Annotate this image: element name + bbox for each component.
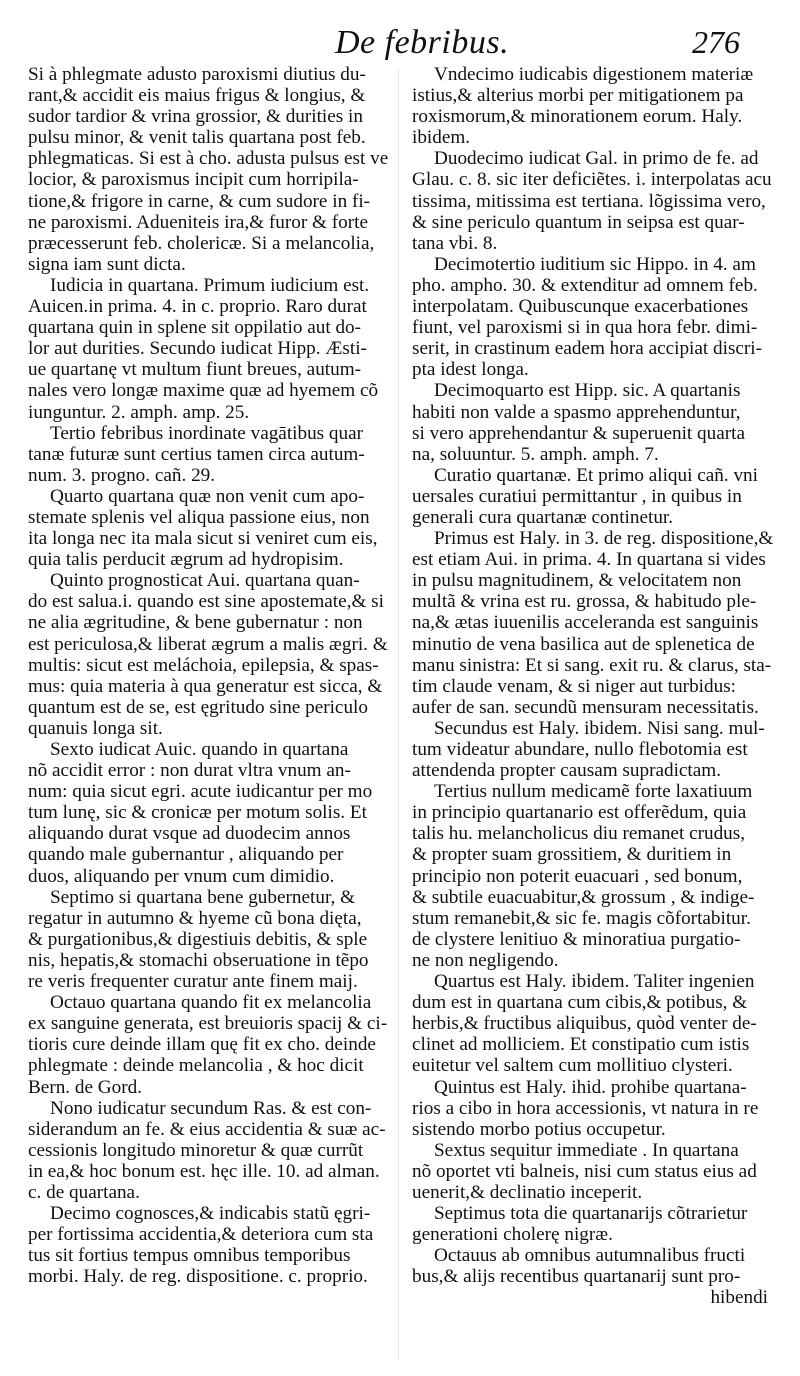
text-line: multã & vrina est ru. grossa, & habitudo ple-: [412, 591, 757, 613]
text-line: nis, hepatis,& stomachi obseruatione in tẽpo: [28, 949, 369, 971]
text-line: ne alia ægritudine, & bene gubernatur : non: [28, 612, 363, 634]
text-line: Quinto prognosticat Aui. quartana quan-: [50, 570, 360, 592]
text-line: clinet ad molliciem. Et constipatio cum istis: [412, 1034, 750, 1056]
text-line: num. 3. progno. cañ. 29.: [28, 464, 216, 486]
text-line: Iudicia in quartana. Primum iudicium est.: [50, 274, 370, 296]
text-line: Sextus sequitur immediate . In quartana: [434, 1139, 739, 1161]
text-line: nõ oportet vti balneis, nisi cum status eius ad: [412, 1160, 757, 1182]
text-line: Vndecimo iudicabis digestionem materiæ: [434, 64, 754, 85]
text-line: tanæ futuræ sunt certius tamen circa autum-: [28, 443, 365, 465]
text-line: sistendo morbo potius occupetur.: [412, 1118, 666, 1140]
text-line: siderandum an fe. & eius accidentia & suæ ac-: [28, 1118, 386, 1140]
text-line: de clystere lenitiuo & minoratiua purgatio-: [412, 928, 741, 950]
text-line: Sexto iudicat Auic. quando in quartana: [50, 739, 349, 760]
text-line: & propter suam grossitiem, & duritiem in: [412, 844, 732, 866]
text-line: bus,& alijs recentibus quartanarij sunt pro-: [412, 1266, 741, 1288]
text-line: Secundus est Haly. ibidem. Nisi sang. mul-: [434, 717, 765, 739]
text-line: Decimotertio iuditium sic Hippo. in 4. am: [434, 253, 756, 275]
text-line: tum lunę, sic & cronicæ per motum solis. Et: [28, 802, 367, 824]
text-line: regatur in autumno & hyeme cũ bona dięta,: [28, 907, 362, 929]
text-line: & sine periculo quantum in seipsa est quar-: [412, 211, 745, 233]
text-line: Curatio quartanæ. Et primo aliqui cañ. vni: [434, 464, 758, 486]
text-line: mus: quia materia à qua generatur est sicca, &: [28, 675, 383, 697]
text-line: pta idest longa.: [412, 359, 529, 381]
paragraph: [28, 275, 392, 423]
text-line: aliquando durat vsque ad duodecim annos: [28, 823, 351, 845]
text-line: serit, in crastinum eadem hora accipiat discri-: [412, 338, 763, 360]
text-line: Tertio febribus inordinate vagātibus quar: [50, 422, 364, 444]
text-line: herbis,& fructibus aliquibus, quòd venter de-: [412, 1013, 757, 1035]
text-line: tana vbi. 8.: [412, 232, 498, 254]
paragraph: [412, 1245, 776, 1287]
text-line: ne non negligendo.: [412, 949, 559, 971]
text-line: tum videatur abundare, nullo flebotomia est: [412, 739, 748, 760]
text-line: tim claude venam, & si niger aut turbidus:: [412, 675, 736, 697]
text-line: duos, aliquando per vnum cum dimidio.: [28, 865, 335, 887]
paragraph: [28, 64, 392, 275]
text-line: na, soluuntur. 5. amph. amph. 7.: [412, 443, 659, 465]
text-line: præcesserunt feb. cholericæ. Si a melancolia,: [28, 232, 375, 254]
paragraph: [28, 887, 392, 992]
text-line: lor aut durities. Secundo iudicat Hipp. Æsti-: [28, 338, 367, 360]
text-line: & purgationibus,& digestiuis debitis, & sple: [28, 928, 368, 950]
text-line: si vero apprehendantur & superuenit quarta: [412, 422, 745, 444]
paragraph: [412, 781, 776, 971]
text-line: Duodecimo iudicat Gal. in primo de fe. ad: [434, 148, 759, 170]
text-line: quia talis perducit ægrum ad hydropisim.: [28, 549, 344, 571]
text-line: Glau. c. 8. sic iter deficiẽtes. i. interpolatas acu: [412, 169, 772, 191]
text-line: & subtile euacuabitur,& grossum , & indige-: [412, 886, 755, 908]
text-line: na,& ætas iuuenilis acceleranda est sanguinis: [412, 612, 759, 634]
text-line: tioris cure deinde illam quę fit ex cho. deinde: [28, 1034, 376, 1056]
text-line: quartana quin in splene sit oppilatio aut do-: [28, 317, 362, 339]
text-line: ita longa nec ita mala sicut si veniret cum eis,: [28, 528, 378, 550]
paragraph: [28, 1098, 392, 1203]
text-line: quantum est de se, est ęgritudo sine periculo: [28, 696, 368, 718]
left-column: [28, 64, 392, 1287]
text-line: Septimo si quartana bene gubernetur, &: [50, 886, 356, 908]
text-line: tissima, mitissima est tertiana. lõgissima vero,: [412, 190, 766, 212]
paragraph: [28, 486, 392, 570]
text-line: locior, & paroxismus incipit cum horripila-: [28, 169, 359, 191]
text-line: in pulsu magnitudinem, & velocitatem non: [412, 570, 742, 592]
text-line: Si à phlegmate adusto paroxismi diutius du-: [28, 64, 366, 85]
text-line: re veris frequenter curatur ante finem maij.: [28, 971, 358, 993]
paragraph: [412, 1203, 776, 1245]
text-line: generali cura quartanæ continetur.: [412, 506, 674, 528]
paragraph: [412, 64, 776, 148]
text-line: per fortissima accidentia,& deteriora cum sta: [28, 1224, 374, 1246]
text-line: Nono iudicatur secundum Ras. & est con-: [50, 1097, 372, 1119]
text-line: euitetur vel saltem cum mollitiuo clysteri.: [412, 1055, 733, 1077]
text-line: quando male gubernantur , aliquando per: [28, 844, 344, 866]
text-line: tus sit fortius tempus omnibus temporibus: [28, 1245, 351, 1267]
paragraph: [28, 992, 392, 1097]
text-line: nales vero longæ maxime quæ ad hyemem cõ: [28, 380, 379, 402]
text-line: interpolatam. Quibuscunque exacerbationes: [412, 296, 749, 318]
text-line: phlegmate : deinde melancolia , & hoc dicit: [28, 1055, 364, 1077]
text-line: habiti non valde a spasmo apprehenduntur,: [412, 401, 741, 423]
text-line: manu sinistra: Et si sang. exit ru. & clarus, sta-: [412, 654, 772, 676]
text-line: morbi. Haly. de reg. dispositione. c. proprio.: [28, 1266, 368, 1288]
paragraph: [412, 380, 776, 464]
text-line: multis: sicut est meláchoia, epilepsia, & spas-: [28, 654, 379, 676]
text-line: Octauus ab omnibus autumnalibus fructi: [434, 1245, 746, 1267]
text-line: minutio de vena basilica aut de splenetica de: [412, 633, 755, 655]
paragraph: [412, 1140, 776, 1203]
paragraph: [28, 1203, 392, 1287]
catchword: hibendi: [710, 1287, 768, 1309]
text-line: principio non poterit euacuari , sed bonum,: [412, 865, 743, 887]
text-line: signa iam sunt dicta.: [28, 253, 186, 275]
text-line: pulsu minor, & venit talis quartana post feb.: [28, 127, 366, 149]
right-column: [412, 64, 776, 1309]
paragraph: [28, 423, 392, 486]
text-line: uersales curatiui permittantur , in quibus in: [412, 485, 742, 507]
text-line: Quarto quartana quæ non venit cum apo-: [50, 485, 365, 507]
text-line: stum remanebit,& sic fe. magis cõfortabitur.: [412, 907, 751, 929]
paragraph: [412, 148, 776, 253]
text-line: iunguntur. 2. amph. amp. 25.: [28, 401, 250, 423]
text-line: in ea,& hoc bonum est. hęc ille. 10. ad alman.: [28, 1160, 380, 1182]
text-line: do est salua.i. quando est sine apostemate,& si: [28, 591, 384, 613]
text-line: Bern. de Gord.: [28, 1076, 143, 1098]
text-line: est periculosa,& liberat ægrum a malis ægri. &: [28, 633, 388, 655]
text-line: uenerit,& declinatio inceperit.: [412, 1181, 643, 1203]
text-line: rios a cibo in hora accessionis, vt natura in re: [412, 1097, 759, 1119]
paragraph: [28, 570, 392, 739]
text-line: ue quartanę vt multum fiunt breues, autum-: [28, 359, 362, 381]
text-line: nõ accidit error : non durat vltra vnum an-: [28, 760, 351, 782]
text-line: dum est in quartana cum cibis,& potibus, &: [412, 992, 748, 1014]
text-line: Octauo quartana quando fit ex melancolia: [50, 992, 372, 1014]
text-line: c. de quartana.: [28, 1181, 140, 1203]
text-line: Tertius nullum medicamẽ forte laxatiuum: [434, 781, 753, 803]
text-line: attendenda propter causam supradictam.: [412, 760, 722, 782]
text-line: Septimus tota die quartanarijs cõtrarietur: [434, 1203, 748, 1225]
paragraph: [28, 739, 392, 887]
text-line: num: quia sicut egri. acute iudicantur per mo: [28, 781, 373, 803]
column-gutter: [398, 70, 399, 1360]
running-title: De febribus.: [335, 24, 510, 61]
paragraph: [412, 971, 776, 1076]
text-line: ibidem.: [412, 127, 471, 149]
text-line: sudor tardior & vrina grossior, & durities in: [28, 106, 363, 128]
paragraph: [412, 254, 776, 381]
text-line: Primus est Haly. in 3. de reg. dispositione,&: [434, 528, 774, 550]
text-line: Decimoquarto est Hipp. sic. A quartanis: [434, 380, 741, 402]
text-line: pho. ampho. 30. & extenditur ad omnem feb.: [412, 274, 758, 296]
page-number: 276: [692, 24, 740, 60]
text-line: phlegmaticas. Si est à cho. adusta pulsus est ve: [28, 148, 389, 170]
text-line: cessionis longitudo minoretur & quæ currũt: [28, 1139, 364, 1161]
paragraph: [412, 1077, 776, 1140]
text-line: Auicen.in prima. 4. in c. proprio. Raro durat: [28, 296, 367, 318]
text-line: generationi cholerę nigræ.: [412, 1224, 613, 1246]
text-line: aufer de san. secundũ mensuram necessitatis.: [412, 696, 759, 718]
text-line: Quintus est Haly. ihid. prohibe quartana-: [434, 1076, 747, 1098]
text-line: Decimo cognosces,& indicabis statũ ęgri-: [50, 1203, 371, 1225]
text-line: est etiam Aui. in prima. 4. In quartana si vides: [412, 549, 766, 571]
text-line: in principio quartanario est offerẽdum, quia: [412, 802, 747, 824]
text-line: rant,& accidit eis maius frigus & longius, &: [28, 85, 366, 107]
text-line: fiunt, vel paroxismi si in qua hora febr. dimi-: [412, 317, 758, 339]
text-line: roxismorum,& minorationem eorum. Haly.: [412, 106, 743, 128]
text-line: quanuis longa sit.: [28, 717, 163, 739]
text-line: Quartus est Haly. ibidem. Taliter ingenien: [434, 971, 755, 993]
paragraph: [412, 528, 776, 718]
text-line: ex sanguine generata, est breuioris spacij & ci-: [28, 1013, 388, 1035]
text-line: stemate splenis vel aliqua passione eius, non: [28, 506, 370, 528]
text-line: talis hu. melancholicus diu remanet crudus,: [412, 823, 746, 845]
text-line: istius,& alterius morbi per mitigationem pa: [412, 85, 744, 107]
paragraph: [412, 465, 776, 528]
running-head: [0, 18, 800, 68]
text-line: tione,& frigore in carne, & cum sudore in fi-: [28, 190, 371, 212]
text-line: ne paroxismi. Adueniteis ira,& furor & forte: [28, 211, 368, 233]
paragraph: [412, 718, 776, 781]
